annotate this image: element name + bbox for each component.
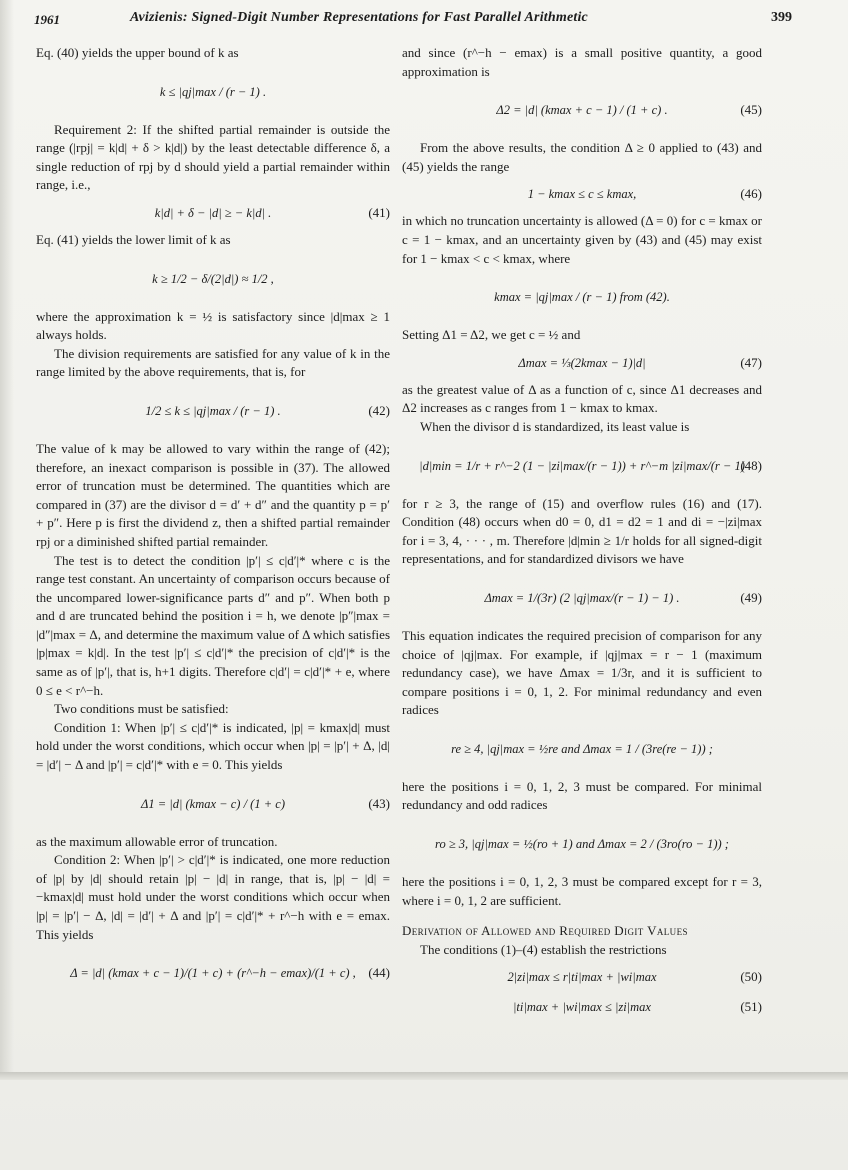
- equation: [36, 69, 390, 115]
- equation-number: (50): [740, 969, 762, 985]
- equation: [402, 87, 762, 133]
- equation-text: |d|min = 1/r + r^−2 (1 − |zi|max/(r − 1)) + r^−m |zi|max/(r − 1): [419, 458, 745, 473]
- equation-number: (48): [740, 457, 762, 473]
- equation-text: Δ = |d| (kmax + c − 1)/(1 + c) + (r^−h − emax)/(1 + c) ,: [70, 966, 356, 981]
- equation-number: (43): [368, 795, 390, 811]
- paragraph: here the positions i = 0, 1, 2, 3 must be compared except for r = 3, where i = 0, 1, 2 are sufficient.: [402, 874, 762, 908]
- equation: [402, 575, 762, 621]
- equation-text: k ≥ 1/2 − δ/(2|d|) ≈ 1/2 ,: [152, 271, 274, 286]
- equation: [36, 950, 390, 996]
- paragraph: as the maximum allowable error of truncation.: [36, 833, 278, 849]
- paragraph: for r ≥ 3, the range of (15) and overflow rules (16) and (17). Condition (48) occurs when d0 = 0, d1 = d2 = 1 and di = −|zi|max for i = 3, 4, · · · , m. Therefore |d|min ≥ 1/r holds for all signed-digit representations, and for standardized divisors we have: [402, 495, 762, 567]
- equation-text: k ≤ |qj|max / (r − 1) .: [159, 84, 267, 99]
- equation-number: (44): [368, 965, 390, 981]
- equation-text: ro ≥ 3, |qj|max = ½(ro + 1) and Δmax = 2 / (3ro(ro − 1)) ;: [435, 837, 729, 852]
- paragraph: in which no truncation uncertainty is allowed (Δ = 0) for c = kmax or c = 1 − kmax, and an uncertainty given by (43) and (45) may exist for 1 − kmax < c < kmax, where: [402, 213, 762, 266]
- equation-text: Δmax = ⅓(2kmax − 1)|d|: [518, 355, 646, 370]
- paragraph: where the approximation k = ½ is satisfactory since |d|max ≥ 1 always holds.: [36, 308, 390, 343]
- paragraph: as the greatest value of Δ as a function of c, since Δ1 decreases and Δ2 increases as c ranges from 1 − kmax to kmax.: [402, 381, 762, 416]
- scan-shadow: [0, 0, 14, 1080]
- page-header: [34, 6, 792, 30]
- equation: [402, 995, 762, 1019]
- paragraph: Two conditions must be satisfied:: [54, 701, 229, 717]
- equation-text: 1 − kmax ≤ c ≤ kmax,: [527, 187, 637, 202]
- right-column: [402, 44, 762, 1025]
- equation: [36, 388, 390, 434]
- paragraph: The value of k may be allowed to vary within the range of (42); therefore, an inexact comparison is possible in (37). The allowed error of truncation must be determined. The quantities which are compared in (37) are the divisor d = d′ + d″ and the quantity p = p′ + p″. Here p is first the dividend z, then a shifted partial remainder rpj or a diminished shifted partial remainder.: [36, 440, 390, 549]
- equation-text: k|d| + δ − |d| ≥ − k|d| .: [154, 205, 272, 220]
- paragraph: Requirement 2: If the shifted partial remainder is outside the range (|rpj| = k|d| + δ > k|d|) by the least detectable difference δ, a single reduction of rpj by d should yield a partial remainder within range, i.e.,: [36, 121, 390, 193]
- paragraph: Setting Δ1 = Δ2, we get c = ½ and: [402, 327, 581, 343]
- equation: [402, 965, 762, 989]
- section-heading: Derivation of Allowed and Required Digit Values: [402, 923, 688, 939]
- equation-text: 2|zi|max ≤ r|ti|max + |wi|max: [507, 970, 657, 985]
- paragraph: The test is to detect the condition |p′| ≤ c|d′|* where c is the range test constant. An uncertainty of comparison occurs because of the uncompared lower-significance parts d″ and p″. When both p and d are truncated behind the position i = h, we denote |p″|max = |d″|max = Δ, and determine the maximum value of Δ which satisfies |p|max = k|d|. In the test |p′| ≤ c|d′|* the precision of c|d′|* is the same as of |p′|, that is, h+1 digits. Therefore c|d′| = c|d′|* + e, where 0 ≤ e < r^−h.: [36, 552, 390, 698]
- equation-text: kmax = |qj|max / (r − 1) from (42).: [494, 290, 670, 305]
- paragraph: The conditions (1)–(4) establish the restrictions: [420, 941, 667, 957]
- equation: [36, 781, 390, 827]
- paragraph: This equation indicates the required precision of comparison for any choice of |qj|max. For example, if |qj|max = r − 1 (maximum redundancy case), we have Δmax = 1/3r, and it is sufficient to compare positions i = 0, 1, 2. For minimal redundancy and even radices: [402, 627, 762, 718]
- equation: [36, 201, 390, 225]
- paragraph: From the above results, the condition Δ ≥ 0 applied to (43) and (45) yields the range: [402, 140, 762, 174]
- paragraph: When the divisor d is standardized, its least value is: [420, 418, 690, 434]
- equation: [402, 726, 762, 772]
- paragraph: here the positions i = 0, 1, 2, 3 must be compared. For minimal redundancy and odd radices: [402, 778, 762, 813]
- paragraph: and since (r^−h − emax) is a small positive quantity, a good approximation is: [402, 45, 762, 79]
- paragraph: The division requirements are satisfied for any value of k in the range limited by the above requirements, that is, for: [36, 345, 390, 380]
- equation-text: Δmax = 1/(3r) (2 |qj|max/(r − 1) − 1) .: [484, 590, 680, 605]
- equation-number: (51): [740, 999, 762, 1015]
- paragraph: Eq. (41) yields the lower limit of k as: [36, 231, 231, 247]
- equation-text: Δ2 = |d| (kmax + c − 1) / (1 + c) .: [496, 103, 668, 118]
- equation-text: |ti|max + |wi|max ≤ |zi|max: [513, 1000, 651, 1015]
- equation-number: (46): [740, 186, 762, 202]
- equation-number: (41): [368, 204, 390, 220]
- year: 1961: [34, 12, 60, 27]
- equation-number: (47): [740, 354, 762, 370]
- equation: [402, 821, 762, 867]
- equation-number: (49): [740, 589, 762, 605]
- equation-number: (42): [368, 402, 390, 418]
- paragraph: Condition 1: When |p′| ≤ c|d′|* is indicated, |p| = kmax|d| must hold under the worst conditions, which occur when |p| = |p′| + Δ, |d| = |d′| − Δ and |p′| = c|d′|* with e = 0. This yields: [36, 719, 390, 773]
- equation: [402, 443, 762, 489]
- equation-number: (45): [740, 102, 762, 118]
- page-bottom-edge: [0, 1072, 848, 1080]
- equation-text: re ≥ 4, |qj|max = ½re and Δmax = 1 / (3re(re − 1)) ;: [451, 741, 713, 756]
- paragraph: Condition 2: When |p′| > c|d′|* is indicated, one more reduction of |p| by |d| should retain |p| − |d| in range, that is, |p| − |d| = −kmax|d| must hold under the worst conditions which occur when |p| = |p′| − Δ, |d| = |d′| + Δ and |p′| = c|d′|* + r^−h with e = emax. This yields: [36, 852, 390, 942]
- equation: [402, 182, 762, 206]
- equation-text: Δ1 = |d| (kmax − c) / (1 + c): [141, 796, 285, 811]
- equation: [402, 351, 762, 375]
- page-number: 399: [771, 10, 792, 25]
- paragraph: Eq. (40) yields the upper bound of k as: [36, 45, 239, 60]
- left-column: [36, 44, 390, 1002]
- running-title: Avizienis: Signed-Digit Number Representations for Fast Parallel Arithmetic: [130, 10, 588, 25]
- equation: [402, 274, 762, 320]
- equation: [36, 256, 390, 302]
- equation-text: 1/2 ≤ k ≤ |qj|max / (r − 1) .: [145, 403, 281, 418]
